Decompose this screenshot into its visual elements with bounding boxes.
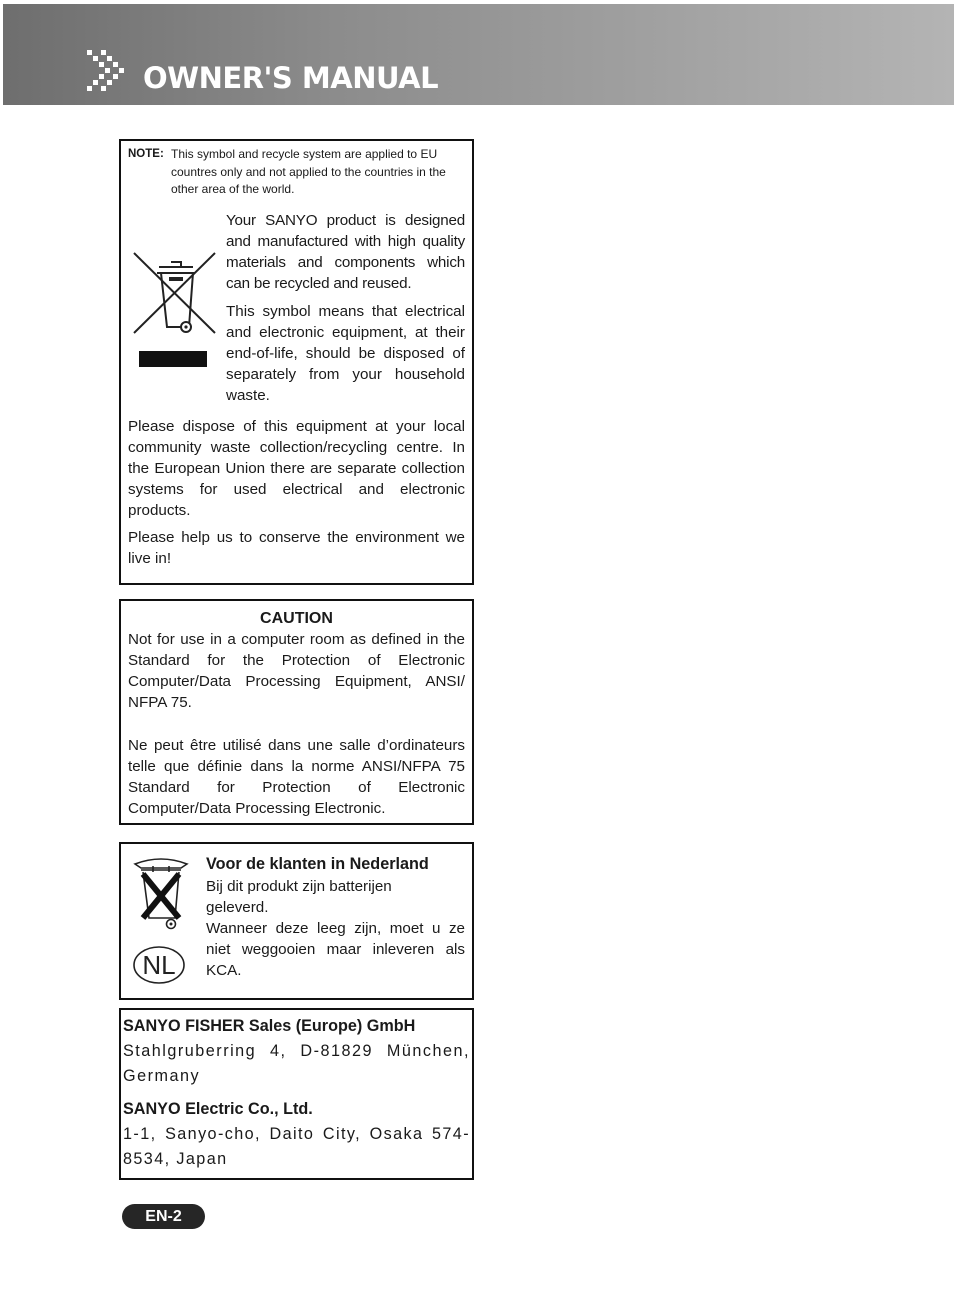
nl-heading: Voor de klanten in Nederland: [206, 855, 429, 873]
caution-text-fr: Ne peut être utilisé dans une salle d’ordinateurs telle que définie dans la norme ANSI/NFPA 75 Standard for Protection of Electronic Computer/Data Processing Electronic.: [128, 737, 465, 817]
nl-line-2: Wanneer deze leeg zijn, moet u ze niet weggooien maar inleveren als KCA.: [206, 920, 465, 979]
recycle-para-4: Please help us to conserve the environment we live in!: [128, 529, 465, 567]
page-title: OWNER'S MANUAL: [143, 61, 439, 95]
company-1-name: SANYO FISHER Sales (Europe) GmbH: [123, 1017, 416, 1035]
double-chevron-icon: [87, 50, 131, 96]
company-2-address: 1-1, Sanyo-cho, Daito City, Osaka 574-8534, Japan: [123, 1125, 470, 1168]
caution-text-en: Not for use in a computer room as defined in the Standard for the Protection of Electronic Computer/Data Processing Equipment, ANSI/ NFPA 75.: [128, 631, 465, 711]
company-2-name: SANYO Electric Co., Ltd.: [123, 1100, 313, 1118]
crossed-out-wheelie-bin-icon: [131, 249, 221, 369]
recycle-para-1: Your SANYO product is designed and manufactured with high quality materials and components which can be recycled and reused.: [226, 212, 465, 292]
note-text: This symbol and recycle system are applied to EU countres only and not applied to the countries in the other area of the world.: [171, 147, 446, 196]
recycle-para-2: This symbol means that electrical and electronic equipment, at their end-of-life, should be disposed of separately from your household waste.: [226, 303, 465, 404]
note-label: NOTE:: [128, 148, 164, 160]
netherlands-notice-box: [119, 842, 474, 1000]
recycle-notice-box: [119, 139, 474, 585]
header-banner: [3, 4, 954, 105]
recycle-para-3: Please dispose of this equipment at your local community waste collection/recycling centre. In the European Union there are separate collection systems for used electrical and electronic products.: [128, 418, 465, 519]
page-number-badge: EN-2: [122, 1204, 205, 1229]
caution-title: CAUTION: [260, 610, 333, 627]
caution-box: [119, 599, 474, 825]
company-1-address: Stahlgruberring 4, D-81829 München, Germany: [123, 1042, 470, 1085]
nl-line-1: Bij dit produkt zijn batterijen geleverd.: [206, 878, 392, 916]
crossed-out-battery-bin-icon: [131, 856, 191, 934]
address-box: [119, 1008, 474, 1180]
nl-badge-text: NL: [142, 950, 176, 980]
